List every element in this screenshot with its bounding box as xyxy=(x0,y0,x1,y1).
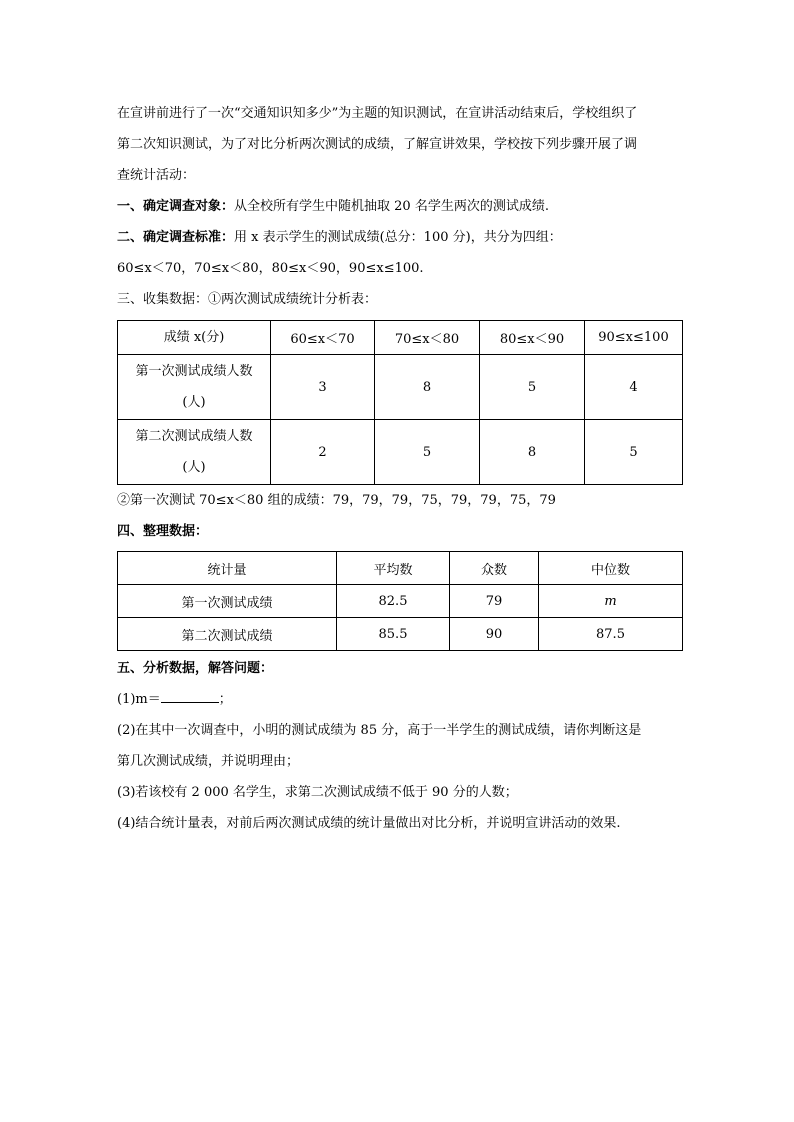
table1-cell: 8 xyxy=(375,355,480,420)
note-2: ②第一次测试 70≤x＜80 组的成绩：79，79，79，75，79，79，75，79 xyxy=(117,493,556,508)
question-1 xyxy=(117,684,683,715)
table1-header-cell: 90≤x≤100 xyxy=(585,321,683,355)
table1-header-cell: 60≤x＜70 xyxy=(271,321,375,355)
step-1-label: 一、确定调查对象： xyxy=(117,199,235,214)
step-4 xyxy=(117,516,683,547)
table1-row-second-test xyxy=(118,420,683,485)
table1-cell: 4 xyxy=(585,355,683,420)
step-3 xyxy=(117,284,683,315)
step-5 xyxy=(117,653,683,684)
intro-line-3: 查统计活动： xyxy=(117,168,196,183)
table1-row-first-test xyxy=(118,355,683,420)
table2-header-cell: 中位数 xyxy=(539,552,683,585)
question-2-line-1: (2)在其中一次调查中，小明的测试成绩为 85 分，高于一半学生的测试成绩，请你判断这是 xyxy=(117,723,642,738)
table1-cell: 5 xyxy=(375,420,480,485)
question-2-line-2: 第几次测试成绩，并说明理由； xyxy=(117,754,300,769)
step-1-text: 从全校所有学生中随机抽取 20 名学生两次的测试成绩. xyxy=(234,199,549,214)
row-label-line-2: (人) xyxy=(182,395,206,410)
score-distribution-table xyxy=(117,320,683,485)
table1-header-cell: 80≤x＜90 xyxy=(480,321,585,355)
intro-line-1: 在宣讲前进行了一次“交通知识知多少”为主题的知识测试，在宣讲活动结束后，学校组织了 xyxy=(117,106,638,121)
table2-cell: 87.5 xyxy=(539,618,683,651)
step-2-label: 二、确定调查标准： xyxy=(117,230,235,245)
table1-row-label xyxy=(118,355,271,420)
step-2-text: 用 x 表示学生的测试成绩(总分：100 分)，共分为四组： xyxy=(234,230,562,245)
table2-row-first-test xyxy=(118,585,683,618)
row-label-line-1: 第二次测试成绩人数 xyxy=(135,429,253,444)
question-1-suffix: ； xyxy=(218,692,232,707)
answer-blank[interactable] xyxy=(161,688,219,703)
step-2 xyxy=(117,222,683,253)
table2-cell: 90 xyxy=(450,618,539,651)
groups-line: 60≤x＜70，70≤x＜80，80≤x＜90，90≤x≤100. xyxy=(117,261,424,276)
row-label-line-2: (人) xyxy=(182,460,206,475)
table1-cell: 2 xyxy=(271,420,375,485)
median-variable: m xyxy=(604,593,617,609)
question-4: (4)结合统计量表，对前后两次测试成绩的统计量做出对比分析，并说明宣讲活动的效果. xyxy=(117,816,621,831)
table1-cell: 5 xyxy=(585,420,683,485)
table1-cell: 5 xyxy=(480,355,585,420)
question-1-prefix: (1)m＝ xyxy=(117,692,161,707)
table1-header-cell: 成绩 x(分) xyxy=(118,321,271,355)
step-5-label: 五、分析数据，解答问题： xyxy=(117,661,274,676)
table2-cell: 85.5 xyxy=(337,618,450,651)
intro-line-2: 第二次知识测试，为了对比分析两次测试的成绩，了解宣讲效果，学校按下列步骤开展了调 xyxy=(117,137,638,152)
table2-header-cell: 平均数 xyxy=(337,552,450,585)
question-3: (3)若该校有 2 000 名学生，求第二次测试成绩不低于 90 分的人数； xyxy=(117,785,518,800)
table2-row-second-test xyxy=(118,618,683,651)
step-3-label: 三、收集数据： xyxy=(117,292,209,307)
table2-cell: 第二次测试成绩 xyxy=(118,618,337,651)
step-3-text: ①两次测试成绩统计分析表： xyxy=(208,292,378,307)
table1-row-label xyxy=(118,420,271,485)
table2-header-cell: 众数 xyxy=(450,552,539,585)
table1-header-row xyxy=(118,321,683,355)
table2-cell xyxy=(539,585,683,618)
step-1 xyxy=(117,191,683,222)
table2-cell: 第一次测试成绩 xyxy=(118,585,337,618)
table1-cell: 3 xyxy=(271,355,375,420)
statistics-table xyxy=(117,551,683,651)
table1-cell: 8 xyxy=(480,420,585,485)
row-label-line-1: 第一次测试成绩人数 xyxy=(135,364,253,379)
table2-cell: 82.5 xyxy=(337,585,450,618)
document-page xyxy=(117,98,683,839)
table1-header-cell: 70≤x＜80 xyxy=(375,321,480,355)
table2-cell: 79 xyxy=(450,585,539,618)
table2-header-row xyxy=(118,552,683,585)
table2-header-cell: 统计量 xyxy=(118,552,337,585)
step-4-label: 四、整理数据： xyxy=(117,524,209,539)
